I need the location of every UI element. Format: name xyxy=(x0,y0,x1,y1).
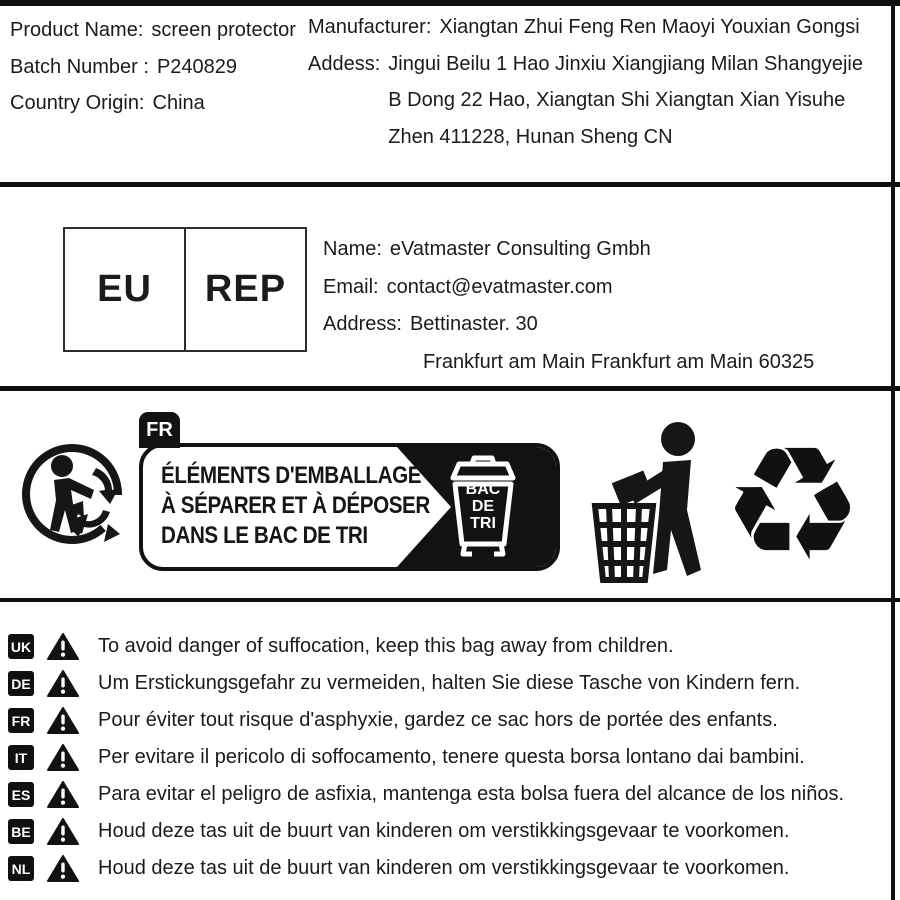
manufacturer-label: Manufacturer: xyxy=(308,16,432,38)
manufacturer-info xyxy=(308,9,863,155)
lang-badge: ES xyxy=(8,782,34,807)
section-divider xyxy=(0,386,900,391)
warning-text: To avoid danger of suffocation, keep this bag away from children. xyxy=(98,635,674,657)
warning-triangle-icon xyxy=(47,854,79,883)
lang-badge: DE xyxy=(8,671,34,696)
origin-label: Country Origin: xyxy=(10,92,145,114)
tidyman-icon xyxy=(583,418,715,594)
banner-line: ÉLÉMENTS D'EMBALLAGE xyxy=(161,462,422,489)
origin-value: China xyxy=(152,92,205,114)
product-name-row xyxy=(10,12,296,49)
manufacturer-value: Xiangtan Zhui Feng Ren Maoyi Youxian Gongsi xyxy=(439,16,860,38)
warning-text: Um Erstickungsgefahr zu vermeiden, halten Sie diese Tasche von Kindern fern. xyxy=(98,672,801,694)
manufacturer-address-value xyxy=(388,46,863,156)
rep-name-row xyxy=(323,231,814,269)
triman-sorting-banner xyxy=(139,443,560,571)
warning-text: Houd deze tas uit de buurt van kinderen om verstikkingsgevaar te voorkomen. xyxy=(98,820,790,842)
warning-row xyxy=(8,776,892,813)
product-name-value: screen protector xyxy=(151,19,296,41)
warning-triangle-icon xyxy=(47,743,79,772)
recycle-icon: ♻ xyxy=(721,413,864,597)
warning-text: Houd deze tas uit de buurt van kinderen om verstikkingsgevaar te voorkomen. xyxy=(98,857,790,879)
suffocation-warnings xyxy=(8,628,892,887)
lang-badge: FR xyxy=(8,708,34,733)
rep-email-row xyxy=(323,269,814,307)
rep-email-label: Email: xyxy=(323,275,379,298)
banner-line: À SÉPARER ET À DÉPOSER xyxy=(161,492,430,519)
lang-badge: NL xyxy=(8,856,34,881)
address-line: Bettinaster. 30 xyxy=(409,313,538,335)
address-line: Frankfurt am Main Frankfurt am Main 60325 xyxy=(422,350,815,373)
product-name-label: Product Name: xyxy=(10,19,144,41)
warning-row xyxy=(8,628,892,665)
lang-badge: IT xyxy=(8,745,34,770)
batch-number-row xyxy=(10,49,296,86)
bin-label-text xyxy=(439,481,527,532)
address-line: Jingui Beilu 1 Hao Jinxiu Xiangjiang Milan Shangyejie xyxy=(388,52,864,75)
rep-address-label: Address: xyxy=(323,313,402,335)
warning-text: Per evitare il pericolo di soffocamento, tenere questa borsa lontano dai bambini. xyxy=(98,746,805,768)
warning-triangle-icon xyxy=(47,706,79,735)
batch-value: P240829 xyxy=(156,55,238,78)
warning-triangle-icon xyxy=(47,817,79,846)
warning-row xyxy=(8,739,892,776)
batch-label: Batch Number : xyxy=(10,55,149,78)
triman-icon xyxy=(20,438,126,550)
eu-rep-mark xyxy=(63,227,307,352)
eu-rep-cell-rep: REP xyxy=(204,268,287,310)
rep-name-label: Name: xyxy=(323,238,382,260)
rep-name-value: eVatmaster Consulting Gmbh xyxy=(389,238,651,260)
warning-row xyxy=(8,702,892,739)
eu-rep-info xyxy=(323,231,814,381)
bin-label-line: BAC xyxy=(465,481,501,498)
rep-address-row xyxy=(323,306,814,381)
manufacturer-address-row xyxy=(308,46,863,156)
warning-row xyxy=(8,665,892,702)
address-label: Addess: xyxy=(308,52,381,75)
warning-text: Para evitar el peligro de asfixia, mantenga esta bolsa fuera del alcance de los niños. xyxy=(98,783,845,805)
warning-row xyxy=(8,850,892,887)
address-line: B Dong 22 Hao, Xiangtan Shi Xiangtan Xian Yisuhe xyxy=(388,89,846,111)
rep-email-value: contact@evatmaster.com xyxy=(386,275,613,298)
fr-country-tag: FR xyxy=(139,412,180,448)
country-origin-row xyxy=(10,85,296,122)
warning-triangle-icon xyxy=(47,780,79,809)
warning-text: Pour éviter tout risque d'asphyxie, gardez ce sac hors de portée des enfants. xyxy=(98,709,778,731)
warning-triangle-icon xyxy=(47,669,79,698)
address-line: Zhen 411228, Hunan Sheng CN xyxy=(388,125,673,148)
banner-instruction-text xyxy=(161,461,430,551)
warning-row xyxy=(8,813,892,850)
section-divider xyxy=(0,598,900,602)
lang-badge: UK xyxy=(8,634,34,659)
bin-label-line: TRI xyxy=(470,515,496,532)
banner-line: DANS LE BAC DE TRI xyxy=(161,522,368,549)
section-divider xyxy=(0,182,900,187)
top-border xyxy=(0,0,900,6)
manufacturer-row xyxy=(308,9,863,46)
product-info-left xyxy=(10,12,296,122)
eu-rep-cell-eu: EU xyxy=(65,229,186,350)
rep-address-value xyxy=(410,306,814,381)
warning-triangle-icon xyxy=(47,632,79,661)
bin-label-line: DE xyxy=(471,498,495,515)
lang-badge: BE xyxy=(8,819,34,844)
